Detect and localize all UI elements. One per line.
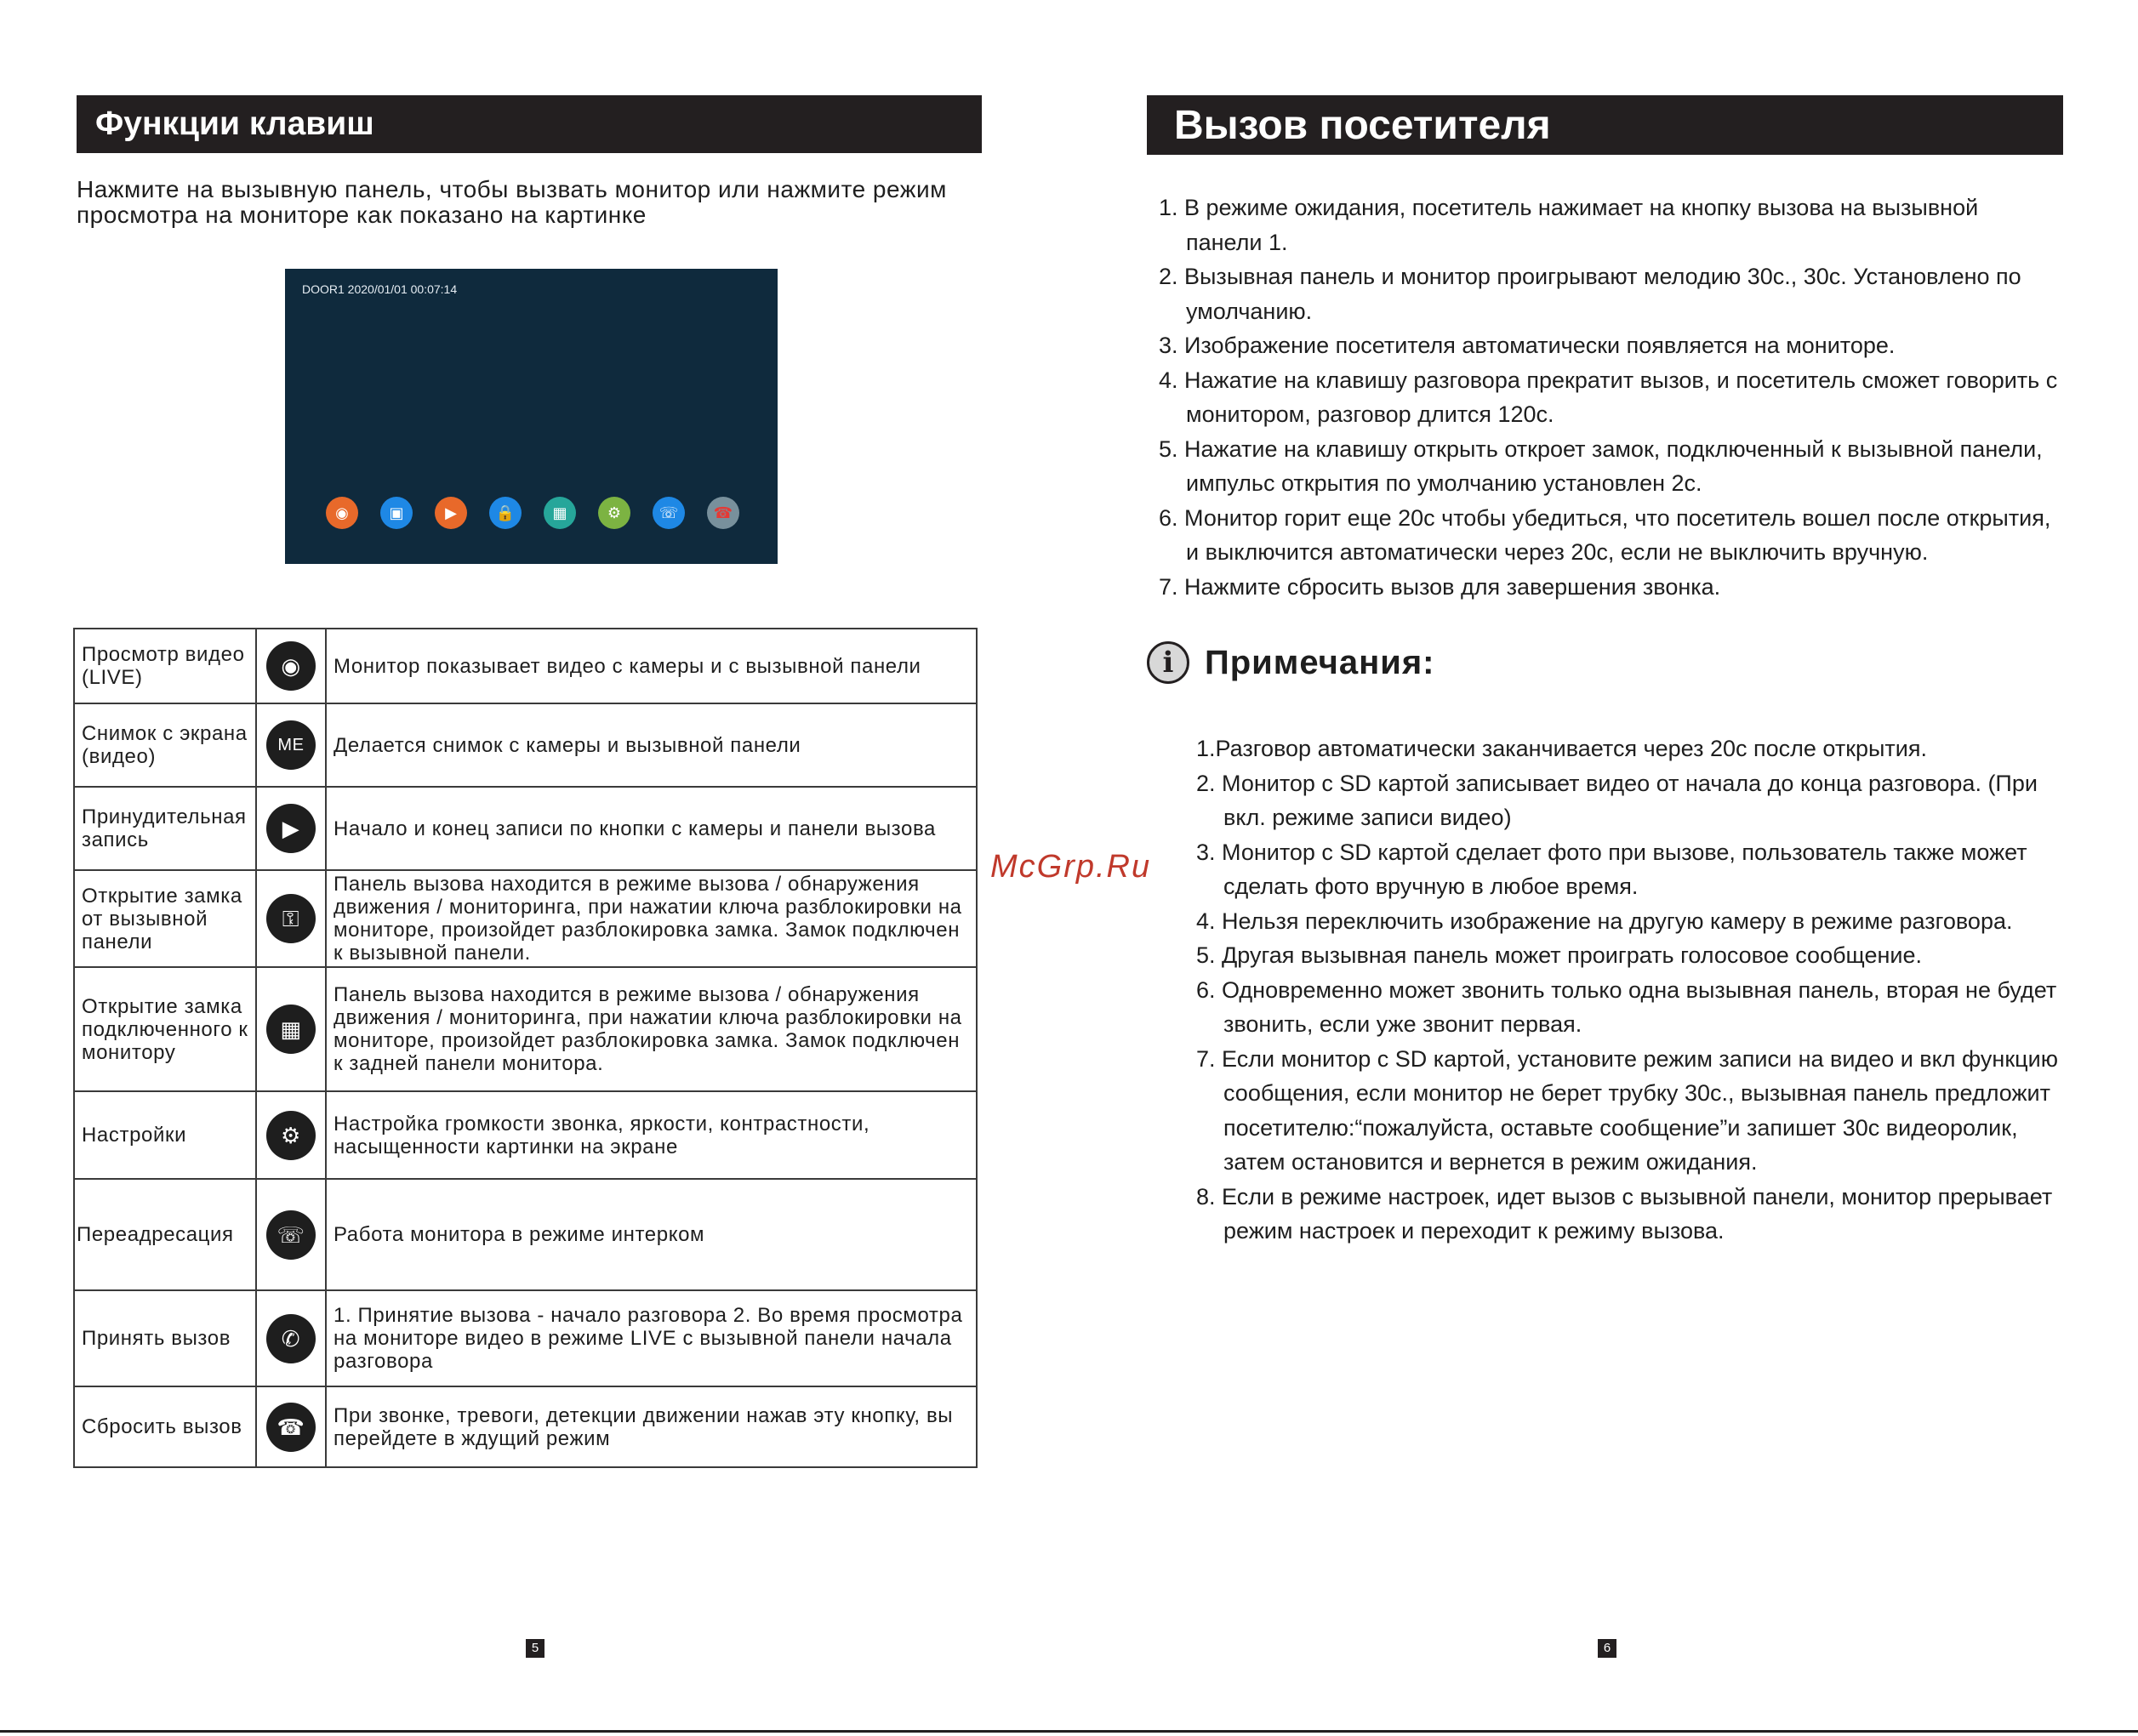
visitor-call-steps [1159,191,2061,604]
table-row [74,703,977,787]
table-row [74,1386,977,1467]
function-name: Принять вызов [74,1290,256,1386]
key-functions-table [73,628,978,1468]
hangup-icon: ☎ [707,497,739,529]
record-icon: ▶ [435,497,467,529]
bottom-divider [0,1730,2138,1733]
list-item: 1. В режиме ожидания, посетитель нажимает на кнопку вызова на вызывной панели 1. [1159,195,1979,255]
function-desc: Начало и конец записи по кнопки с камеры и панели вызова [326,787,977,870]
table-row [74,629,977,703]
lock-icon: 🔒 [489,497,522,529]
settings-icon: ⚙ [266,1111,316,1160]
list-item: 5. Другая вызывная панель может проиграть голосовое сообщение. [1196,942,1922,968]
function-desc: Делается снимок с камеры и вызывной панели [326,703,977,787]
monitor-screenshot [285,269,778,564]
monitor-timestamp: DOOR1 2020/01/01 00:07:14 [302,282,458,296]
function-name: Переадресация [74,1179,256,1290]
table-row [74,870,977,967]
function-name: Сбросить вызов [74,1386,256,1467]
list-item: 3. Монитор с SD картой сделает фото при вызове, пользователь также может сделать фото вручную в любое время. [1196,839,2027,899]
monitor-icon-bar [326,497,739,529]
list-item: 7. Нажмите сбросить вызов для завершения звонка. [1159,573,1721,600]
list-item: 4. Нельзя переключить изображение на другую камеру в режиме разговора. [1196,908,2013,934]
page-number-right: 6 [1598,1639,1616,1658]
settings-icon: ⚙ [598,497,630,529]
snapshot-icon: ME [266,720,316,770]
notes-heading [1147,641,1435,684]
table-row [74,967,977,1091]
transfer-icon: ☏ [653,497,685,529]
gate-icon: ▦ [544,497,576,529]
function-desc: 1. Принятие вызова - начало разговора 2. Во время просмотра на мониторе видео в режиме LIVE с вызывной панели начала разговора [326,1290,977,1386]
list-item: 5. Нажатие на клавишу открыть откроет замок, подключенный к вызывной панели, импульс открытия по умолчанию установлен 2с. [1159,435,2043,496]
list-item: 6. Одновременно может звонить только одна вызывная панель, вторая не будет звонить, если уже звонит первая. [1196,976,2057,1037]
hang-up-icon: ☎ [266,1403,316,1452]
function-desc: Работа монитора в режиме интерком [326,1179,977,1290]
list-item: 8. Если в режиме настроек, идет вызов с вызывной панели, монитор прерывает режим настроек и переходит к режиму вызова. [1196,1183,2053,1244]
function-desc: Настройка громкости звонка, яркости, контрастности, насыщенности картинки на экране [326,1091,977,1179]
function-desc: Монитор показывает видео с камеры и с вызывной панели [326,629,977,703]
table-row [74,787,977,870]
table-row [74,1091,977,1179]
info-icon: i [1147,641,1189,684]
table-row [74,1179,977,1290]
call-transfer-icon: ☏ [266,1210,316,1260]
key-icon: ⚿ [266,894,316,943]
function-name: Открытие замка от вызывной панели [74,870,256,967]
snapshot-icon: ▣ [380,497,413,529]
function-name: Снимок с экрана (видео) [74,703,256,787]
live-view-icon: ◉ [326,497,358,529]
video-record-icon: ▶ [266,804,316,853]
function-name: Принудительная запись [74,787,256,870]
list-item: 6. Монитор горит еще 20с чтобы убедиться, что посетитель вошел после открытия, и выключится автоматически через 20с, если не выключить вручную. [1159,504,2051,565]
watermark: McGrp.Ru [990,849,1152,885]
gate-icon: ▦ [266,1005,316,1054]
right-page-header: Вызов посетителя [1147,95,2063,155]
list-item: 7. Если монитор с SD картой, установите режим записи на видео и вкл функцию сообщения, если монитор не берет трубку 30с., вызывная панель предложит посетителю:“пожалуйста, оставьте сообщение”и запишет 30с видеоролик, затем остановится и вернется в режим ожидания. [1196,1045,2058,1175]
list-item: 2. Монитор с SD картой записывает видео от начала до конца разговора. (При вкл. режиме записи видео) [1196,770,2038,830]
phone-answer-icon: ✆ [266,1314,316,1363]
list-item: 3. Изображение посетителя автоматически появляется на мониторе. [1159,333,1896,358]
notes-list [1196,731,2064,1249]
function-name: Просмотр видео (LIVE) [74,629,256,703]
camera-view-icon: ◉ [266,641,316,691]
function-desc: При звонке, тревоги, детекции движении нажав эту кнопку, вы перейдете в ждущий режим [326,1386,977,1467]
list-item: 1.Разговор автоматически заканчивается через 20с после открытия. [1196,736,1928,761]
left-page-header: Функции клавиш [77,95,982,153]
page-number-left: 5 [526,1639,544,1658]
notes-title: Примечания: [1205,643,1435,681]
function-name: Открытие замка подключенного к монитору [74,967,256,1091]
function-name: Настройки [74,1091,256,1179]
function-desc: Панель вызова находится в режиме вызова / обнаружения движения / мониторинга, при нажатии ключа разблокировки на мониторе, произойдет разблокировка замка. Замок подключен к вызывной панели. [326,870,977,967]
table-row [74,1290,977,1386]
list-item: 4. Нажатие на клавишу разговора прекратит вызов, и посетитель сможет говорить с монитором, разговор длится 120с. [1159,367,2058,427]
function-desc: Панель вызова находится в режиме вызова / обнаружения движения / мониторинга, при нажатии ключа разблокировки на мониторе, произойдет разблокировка замка. Замок подключен к задней панели монитора. [326,967,977,1091]
intro-text: Нажмите на вызывную панель, чтобы вызвать монитор или нажмите режим просмотра на мониторе как показано на картинке [77,176,947,228]
list-item: 2. Вызывная панель и монитор проигрывают мелодию 30с., 30с. Установлено по умолчанию. [1159,264,2021,324]
